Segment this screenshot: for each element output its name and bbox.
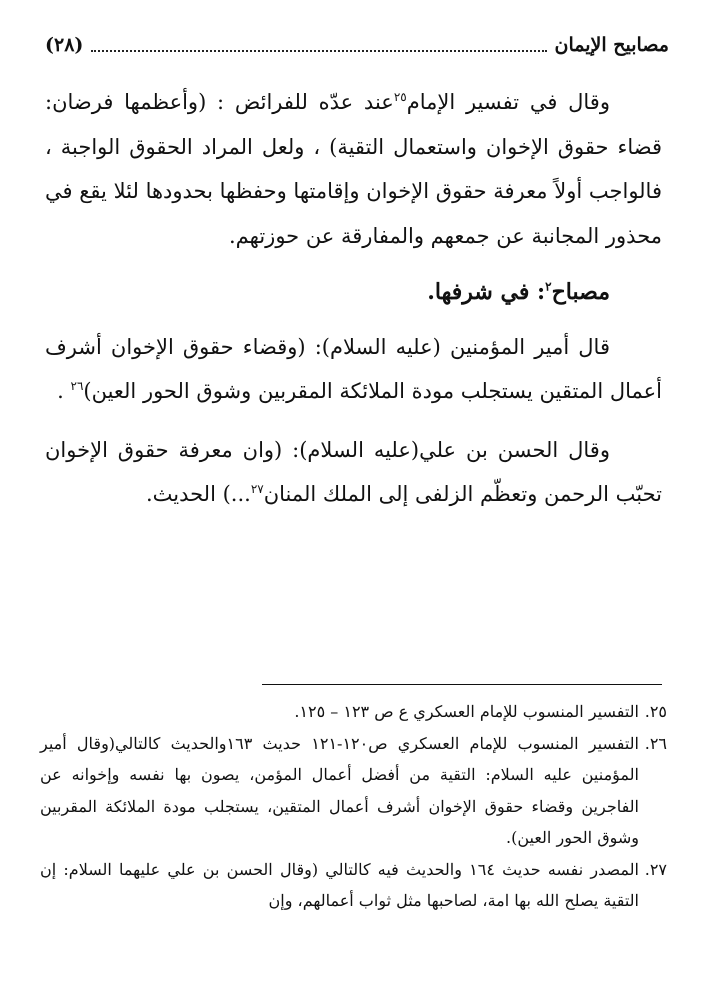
- heading-sup: ٢: [545, 279, 552, 294]
- footnote-number: ٢٦.: [644, 733, 667, 753]
- paragraph-1-start: وقال في تفسير الإمام: [406, 90, 610, 114]
- header-title: مصابيح الإيمان: [554, 34, 669, 56]
- paragraph-2: [45, 325, 662, 414]
- footnote-ref-27: ٢٧: [250, 482, 264, 496]
- footnote-25: [40, 696, 667, 728]
- running-header: [45, 28, 669, 62]
- footnote-ref-25: ٢٥: [393, 90, 407, 104]
- header-dotted-leader: [91, 50, 546, 52]
- footnote-text: التفسير المنسوب للإمام العسكري ع ص ١٢٣ – ١٢٥.: [294, 702, 639, 721]
- section-heading: [45, 270, 662, 315]
- footnote-26: [40, 728, 667, 854]
- heading-rest: : في شرفها.: [427, 279, 546, 305]
- paragraph-1-rest: عند عدّه للفرائض : (وأعظمها فرضان: قضاء حقوق الإخوان واستعمال التقية) ، ولعل المراد الحقوق الواجبة ، فالواجب أولاً معرفة حقوق الإخوان وإقامتها وحفظها بحدودها لئلا يقع في محذور المجانبة عن جمعهم والمفارقة عن حوزتهم.: [45, 90, 662, 248]
- paragraph-gap: [45, 414, 662, 428]
- paragraph-2-text: قال أمير المؤمنين (عليه السلام): (وقضاء حقوق الإخوان أشرف أعمال المتقين يستجلب مودة الملائكة المقربين وشوق الحور العين): [45, 334, 662, 403]
- footnote-separator: [262, 684, 662, 685]
- footnote-text: المصدر نفسه حديث ١٦٤ والحديث فيه كالتالي (وقال الحسن بن علي عليهما السلام: إن التقية يصلح الله بها امة، لصاحبها مثل ثواب أعمالهم، وإن: [40, 859, 639, 910]
- paragraph-3: [45, 428, 662, 517]
- paragraph-3-text: وقال الحسن بن علي(عليه السلام): (وان معرفة حقوق الإخوان تحبّب الرحمن وتعظّم الزلفى إلى الملك المنان: [45, 437, 662, 506]
- footnote-number: ٢٥.: [644, 702, 667, 721]
- footnotes: [40, 696, 667, 917]
- main-text: [45, 80, 662, 517]
- footnote-text: التفسير المنسوب للإمام العسكري ص١٢٠-١٢١ حديث ١٦٣والحديث كالتالي(وقال أمير المؤمنين عليه السلام: التقية من أفضل أعمال المؤمن، يصون بها نفسه وإخوانه عن الفاجرين وقضاء حقوق الإخوان أشرف أعمال المتقين، يستجلب مودة الملائكة المقربين وشوق الحور العين).: [40, 733, 639, 847]
- footnote-27: [40, 854, 667, 917]
- footnote-ref-26: ٢٦: [70, 379, 84, 393]
- paragraph-2-end: .: [57, 379, 71, 403]
- paragraph-3-rest: ...) الحديث.: [145, 482, 251, 506]
- page-number: (٢٨): [45, 34, 84, 56]
- paragraph-1: [45, 80, 662, 258]
- heading-label: مصباح: [551, 279, 610, 305]
- footnote-number: ٢٧.: [644, 859, 667, 879]
